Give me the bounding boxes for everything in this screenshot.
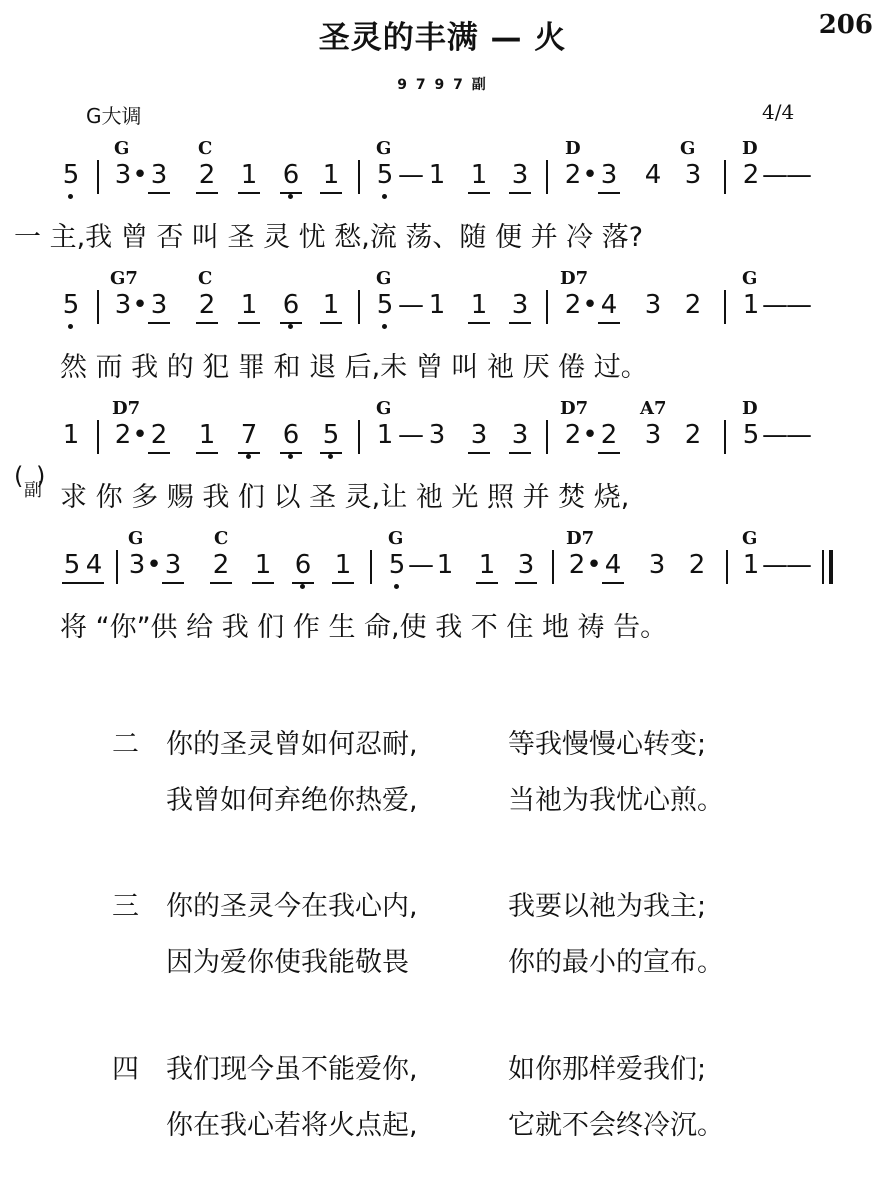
chord: G xyxy=(376,398,392,419)
note: 1 xyxy=(240,290,258,320)
barline xyxy=(97,290,99,324)
chord: A7 xyxy=(640,398,667,419)
note: 3 xyxy=(644,420,662,450)
note: 2 xyxy=(564,160,582,190)
underline xyxy=(509,192,531,194)
note-dash: — xyxy=(408,550,434,580)
chord: D xyxy=(742,138,758,159)
chord: G xyxy=(376,268,392,289)
verse-number: 四 xyxy=(112,1054,139,1085)
note: 1 xyxy=(334,550,352,580)
lyric-line: 然 而 我 的 犯 罪 和 退 后,未 曾 叫 祂 厌 倦 过。 xyxy=(60,352,648,383)
barline xyxy=(724,160,726,194)
note-dot: • xyxy=(132,420,148,450)
note-dash: — xyxy=(786,420,812,450)
note: 3 xyxy=(511,290,529,320)
underline xyxy=(476,582,498,584)
chord: D7 xyxy=(560,398,589,419)
note: 5 xyxy=(376,290,394,320)
note: 5 xyxy=(63,550,81,580)
note-dot: • xyxy=(146,550,162,580)
verse-number: 二 xyxy=(112,729,139,760)
hymn-title: 圣灵的丰满 — 火 xyxy=(318,20,567,56)
note: 1 xyxy=(470,290,488,320)
barline xyxy=(726,550,728,584)
underline xyxy=(515,582,537,584)
note: 2 xyxy=(684,420,702,450)
chorus-bracket-open: ( xyxy=(14,462,24,490)
low-octave-dot xyxy=(68,324,73,329)
chord: D7 xyxy=(112,398,141,419)
note: 6 xyxy=(282,420,300,450)
verse-number: 三 xyxy=(112,891,139,922)
note: 4 xyxy=(85,550,103,580)
verse-line: 等我慢慢心转变; xyxy=(508,729,707,760)
verse-line: 当祂为我忧心煎。 xyxy=(508,785,724,816)
low-octave-dot xyxy=(394,584,399,589)
chord: D7 xyxy=(566,528,595,549)
note: 5 xyxy=(62,290,80,320)
chord: D xyxy=(742,398,758,419)
underline xyxy=(238,192,260,194)
verse-line: 因为爱你使我能敬畏 xyxy=(166,947,409,978)
note: 4 xyxy=(644,160,662,190)
note: 2 xyxy=(684,290,702,320)
note: 7 xyxy=(240,420,258,450)
chord: C xyxy=(198,138,213,159)
underline xyxy=(210,582,232,584)
underline xyxy=(468,322,490,324)
barline xyxy=(546,160,548,194)
chorus-label: 副 xyxy=(24,480,42,501)
low-octave-dot xyxy=(328,454,333,459)
chorus-bracket-close: ) xyxy=(36,462,46,490)
barline xyxy=(97,420,99,454)
note: 3 xyxy=(428,420,446,450)
note: 2 xyxy=(742,160,760,190)
underline xyxy=(252,582,274,584)
low-octave-dot xyxy=(382,324,387,329)
low-octave-dot xyxy=(246,454,251,459)
note: 1 xyxy=(376,420,394,450)
note: 6 xyxy=(282,160,300,190)
note-dot: • xyxy=(586,550,602,580)
note: 3 xyxy=(517,550,535,580)
note: 1 xyxy=(428,290,446,320)
chord: G xyxy=(114,138,130,159)
chord: D7 xyxy=(560,268,589,289)
note: 5 xyxy=(742,420,760,450)
verse-line: 我曾如何弃绝你热爱, xyxy=(166,785,418,816)
note: 1 xyxy=(478,550,496,580)
chord: C xyxy=(198,268,213,289)
verse-line: 你的最小的宣布。 xyxy=(508,947,724,978)
barline xyxy=(358,290,360,324)
note: 1 xyxy=(742,550,760,580)
lyric-line: 将 “你”供 给 我 们 作 生 命,使 我 不 住 地 祷 告。 xyxy=(60,612,668,643)
note: 6 xyxy=(282,290,300,320)
note: 1 xyxy=(742,290,760,320)
hymn-meter: 9 7 9 7 副 xyxy=(397,77,488,93)
underline xyxy=(509,322,531,324)
note: 1 xyxy=(470,160,488,190)
underline xyxy=(148,192,170,194)
low-octave-dot xyxy=(300,584,305,589)
note-dash: — xyxy=(398,420,424,450)
note: 2 xyxy=(198,290,216,320)
note-dash: — xyxy=(786,550,812,580)
barline xyxy=(546,420,548,454)
barline xyxy=(724,290,726,324)
note: 5 xyxy=(388,550,406,580)
note: 3 xyxy=(150,160,168,190)
verse-line: 它就不会终冷沉。 xyxy=(508,1110,724,1141)
note: 2 xyxy=(600,420,618,450)
underline xyxy=(320,192,342,194)
note: 3 xyxy=(648,550,666,580)
note-dash: — xyxy=(398,160,424,190)
note: 2 xyxy=(564,420,582,450)
note: 2 xyxy=(568,550,586,580)
note: 1 xyxy=(322,160,340,190)
underline xyxy=(196,322,218,324)
hymn-number: 206 xyxy=(818,10,873,40)
note: 5 xyxy=(376,160,394,190)
note: 2 xyxy=(114,420,132,450)
underline xyxy=(468,192,490,194)
final-barline-thin xyxy=(822,550,824,584)
chord: G xyxy=(742,528,758,549)
chord: G xyxy=(680,138,696,159)
note: 3 xyxy=(511,420,529,450)
note-dash: — xyxy=(786,290,812,320)
underline xyxy=(148,452,170,454)
underline xyxy=(196,452,218,454)
verse-line: 我要以祂为我主; xyxy=(508,891,707,922)
low-octave-dot xyxy=(288,324,293,329)
note: 3 xyxy=(511,160,529,190)
note: 1 xyxy=(198,420,216,450)
underline xyxy=(280,452,302,454)
low-octave-dot xyxy=(68,194,73,199)
time-signature: 4/4 xyxy=(762,100,795,124)
barline xyxy=(358,420,360,454)
underline xyxy=(238,452,260,454)
underline xyxy=(598,452,620,454)
note: 3 xyxy=(150,290,168,320)
low-octave-dot xyxy=(288,194,293,199)
underline xyxy=(62,582,104,584)
barline xyxy=(358,160,360,194)
underline xyxy=(162,582,184,584)
verse-line: 你的圣灵曾如何忍耐, xyxy=(166,729,418,760)
note: 1 xyxy=(428,160,446,190)
lyric-line: 一 主,我 曾 否 叫 圣 灵 忧 愁,流 荡、随 便 并 冷 落? xyxy=(14,222,644,253)
verse-line: 我们现今虽不能爱你, xyxy=(166,1054,418,1085)
chord: G xyxy=(388,528,404,549)
chord: G7 xyxy=(110,268,138,289)
chord: G xyxy=(128,528,144,549)
underline xyxy=(509,452,531,454)
note: 1 xyxy=(240,160,258,190)
note: 4 xyxy=(604,550,622,580)
barline xyxy=(552,550,554,584)
underline xyxy=(468,452,490,454)
underline xyxy=(602,582,624,584)
barline xyxy=(97,160,99,194)
verse-line: 你在我心若将火点起, xyxy=(166,1110,418,1141)
note-dot: • xyxy=(582,160,598,190)
verse-line: 如你那样爱我们; xyxy=(508,1054,707,1085)
note: 3 xyxy=(684,160,702,190)
note: 2 xyxy=(688,550,706,580)
underline xyxy=(332,582,354,584)
underline xyxy=(148,322,170,324)
underline xyxy=(320,452,342,454)
note: 4 xyxy=(600,290,618,320)
note: 2 xyxy=(564,290,582,320)
barline xyxy=(116,550,118,584)
note: 5 xyxy=(322,420,340,450)
note-dash: — xyxy=(762,160,788,190)
note: 1 xyxy=(322,290,340,320)
underline xyxy=(280,192,302,194)
chord: C xyxy=(214,528,229,549)
note: 1 xyxy=(254,550,272,580)
note: 6 xyxy=(294,550,312,580)
key-signature: G大调 xyxy=(86,104,142,128)
note: 1 xyxy=(62,420,80,450)
note: 3 xyxy=(164,550,182,580)
chord: G xyxy=(742,268,758,289)
note: 1 xyxy=(436,550,454,580)
note: 2 xyxy=(150,420,168,450)
note-dash: — xyxy=(762,420,788,450)
note: 3 xyxy=(600,160,618,190)
underline xyxy=(196,192,218,194)
note: 3 xyxy=(644,290,662,320)
underline xyxy=(280,322,302,324)
note-dot: • xyxy=(132,160,148,190)
lyric-line: 求 你 多 赐 我 们 以 圣 灵,让 祂 光 照 并 焚 烧, xyxy=(60,482,630,513)
underline xyxy=(292,582,314,584)
note: 2 xyxy=(212,550,230,580)
note-dash: — xyxy=(398,290,424,320)
barline xyxy=(546,290,548,324)
barline xyxy=(370,550,372,584)
barline xyxy=(724,420,726,454)
underline xyxy=(320,322,342,324)
note-dash: — xyxy=(786,160,812,190)
chord: G xyxy=(376,138,392,159)
note-dot: • xyxy=(132,290,148,320)
note-dot: • xyxy=(582,420,598,450)
underline xyxy=(598,322,620,324)
verse-line: 你的圣灵今在我心内, xyxy=(166,891,418,922)
underline xyxy=(238,322,260,324)
note: 5 xyxy=(62,160,80,190)
note-dash: — xyxy=(762,290,788,320)
chord: D xyxy=(565,138,581,159)
low-octave-dot xyxy=(382,194,387,199)
note: 2 xyxy=(198,160,216,190)
note: 3 xyxy=(114,160,132,190)
underline xyxy=(598,192,620,194)
note-dot: • xyxy=(582,290,598,320)
final-barline-thick xyxy=(829,550,833,584)
low-octave-dot xyxy=(288,454,293,459)
note: 3 xyxy=(470,420,488,450)
note: 3 xyxy=(128,550,146,580)
note-dash: — xyxy=(762,550,788,580)
note: 3 xyxy=(114,290,132,320)
